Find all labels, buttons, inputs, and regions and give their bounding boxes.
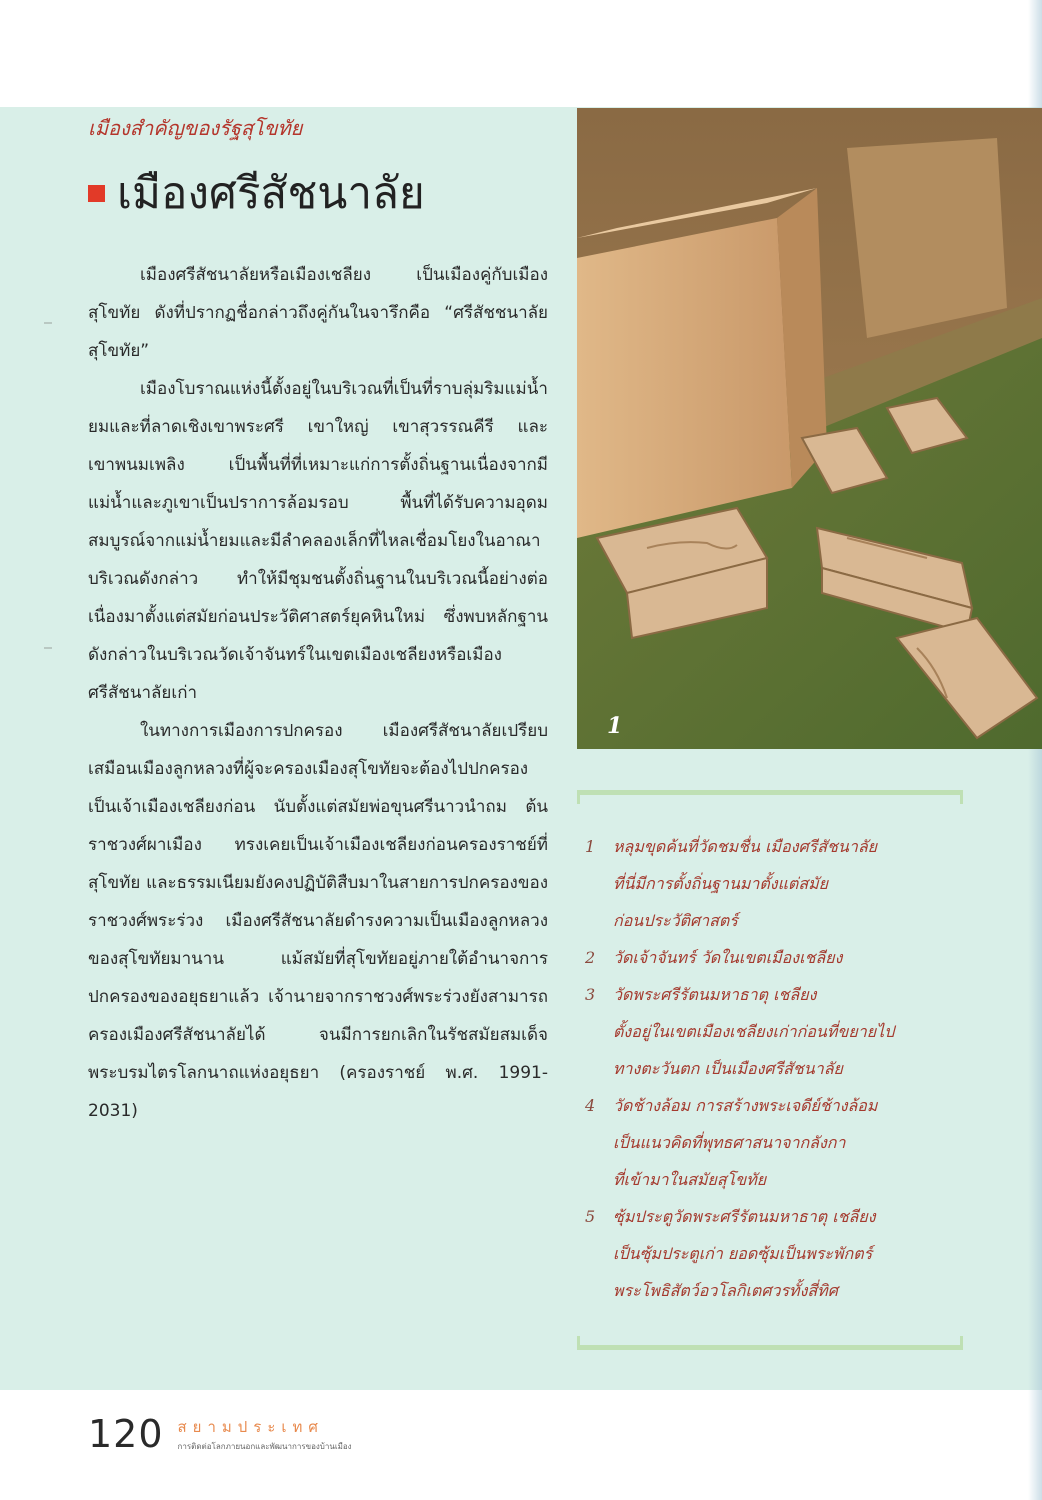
page-title [88, 158, 425, 228]
paragraph: ในทางการเมืองการปกครอง เมืองศรีสัชนาลัยเปรียบเสมือนเมืองลูกหลวงที่ผู้จะครองเมืองสุโขทัยจะต้องไปปกครองเป็นเจ้าเมืองเชลียงก่อน นับตั้งแต่สมัยพ่อขุนศรีนาวนำถม ต้นราชวงศ์ผาเมือง ทรงเคยเป็นเจ้าเมืองเชลียงก่อนครองราชย์ที่สุโขทัย และธรรมเนียมยังคงปฏิบัติสืบมาในสายการปกครองของราชวงศ์พระร่วง เมืองศรีสัชนาลัยดำรงความเป็นเมืองลูกหลวงของสุโขทัยมานาน แม้สมัยที่สุโขทัยอยู่ภายใต้อำนาจการปกครองของอยุธยาแล้ว เจ้านายจากราชวงศ์พระร่วงยังสามารถครองเมืองศรีสัชนาลัยได้ จนมีการยกเลิกในรัชสมัยสมเด็จพระบรมไตรโลกนาถแห่งอยุธยา (ครองราชย์ พ.ศ. 1991-2031) [88, 721, 548, 1121]
paragraph: เมืองโบราณแห่งนี้ตั้งอยู่ในบริเวณที่เป็นที่ราบลุ่มริมแม่น้ำยมและที่ลาดเชิงเขาพระศรี เขาใหญ่ เขาสุวรรณคีรี และเขาพนมเพลิง เป็นพื้นที่ที่เหมาะแก่การตั้งถิ่นฐานเนื่องจากมีแม่น้ำและภูเขาเป็นปราการล้อมรอบ พื้นที่ได้รับความอุดมสมบูรณ์จากแม่น้ำยมและมีลำคลองเล็กที่ไหลเชื่อมโยงในอาณาบริเวณดังกล่าว ทำให้มีชุมชนตั้งถิ่นฐานในบริเวณนี้อย่างต่อเนื่องมาตั้งแต่สมัยก่อนประวัติศาสตร์ยุคหินใหม่ ซึ่งพบหลักฐานดังกล่าวในบริเวณวัดเจ้าจันทร์ในเขตเมืองเชลียงหรือเมืองศรีสัชนาลัยเก่า [88, 379, 548, 703]
caption-text: ซุ้มประตูวัดพระศรีรัตนมหาธาตุ เชลียง เป็นซุ้มประตูเก่า ยอดซุ้มเป็นพระพักตร์ พระโพธิสัตว์อวโลกิเตศวรทั้งสี่ทิศ [613, 1207, 876, 1300]
page-number: 120 [88, 1412, 164, 1456]
margin-mark [44, 647, 52, 649]
caption-text: วัดเจ้าจันทร์ วัดในเขตเมืองเชลียง [613, 948, 843, 967]
caption-item [585, 828, 955, 939]
caption-rule-bottom [577, 1345, 963, 1350]
caption-list [585, 828, 955, 1309]
caption-item [585, 976, 955, 1087]
caption-item [585, 1087, 955, 1198]
caption-rule-top [577, 790, 963, 795]
caption-number: 2 [585, 948, 596, 967]
margin-mark [44, 322, 52, 324]
caption-number: 1 [585, 837, 596, 856]
title-text: เมืองศรีสัชนาลัย [117, 168, 425, 219]
page-footer [88, 1412, 352, 1456]
excavation-illustration [577, 108, 1042, 749]
caption-number: 4 [585, 1096, 596, 1115]
caption-text: วัดพระศรีรัตนมหาธาตุ เชลียง ตั้งอยู่ในเขตเมืองเชลียงเก่าก่อนที่ขยายไป ทางตะวันตก เป็นเมืองศรีสัชนาลัย [613, 985, 895, 1078]
brand-tagline: การติดต่อโลกภายนอกและพัฒนาการของบ้านเมือง [177, 1442, 352, 1451]
excavation-photo [577, 108, 1042, 749]
caption-item [585, 1198, 955, 1309]
publication-brand [178, 1415, 352, 1453]
brand-name: สยามประเทศ [177, 1418, 324, 1436]
title-bullet-icon [88, 185, 105, 202]
photo-number: 1 [607, 713, 623, 739]
caption-box [577, 790, 963, 1350]
caption-number: 3 [585, 985, 596, 1004]
caption-number: 5 [585, 1207, 596, 1226]
caption-text: วัดช้างล้อม การสร้างพระเจดีย์ช้างล้อม เป็นแนวคิดที่พุทธศาสนาจากลังกา ที่เข้ามาในสมัยสุโขทัย [613, 1096, 878, 1189]
caption-text: หลุมขุดค้นที่วัดชมชื่น เมืองศรีสัชนาลัย ที่นี่มีการตั้งถิ่นฐานมาตั้งแต่สมัย ก่อนประวัติศาสตร์ [613, 837, 877, 930]
article-body [88, 256, 548, 1130]
caption-item [585, 939, 955, 976]
section-kicker: เมืองสำคัญของรัฐสุโขทัย [88, 116, 303, 140]
paragraph: เมืองศรีสัชนาลัยหรือเมืองเชลียง เป็นเมืองคู่กับเมืองสุโขทัย ดังที่ปรากฏชื่อกล่าวถึงคู่กันในจารึกคือ “ศรีสัชชนาลัยสุโขทัย” [88, 265, 548, 361]
